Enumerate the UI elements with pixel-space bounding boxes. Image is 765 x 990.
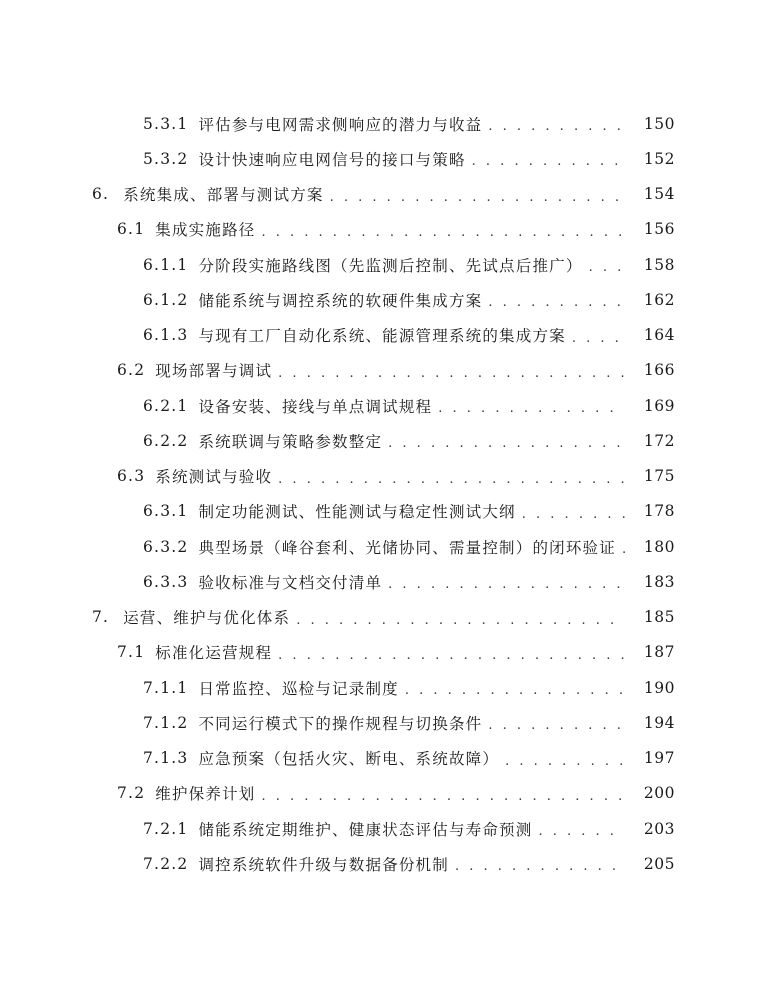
dot-leader (388, 436, 625, 451)
toc-entry-page: 205 (643, 854, 675, 873)
dot-leader (488, 119, 625, 134)
toc-entry[interactable] (0, 141, 765, 176)
toc-entry-title: 现场部署与调试 (155, 362, 273, 381)
toc-entry[interactable] (0, 529, 765, 564)
toc-entry-number: 6.1.3 (143, 326, 189, 345)
table-of-contents (0, 106, 765, 882)
toc-entry[interactable] (0, 318, 765, 353)
toc-entry-title: 典型场景（峰谷套利、光储协同、需量控制）的闭环验证 (198, 538, 616, 557)
dot-leader (538, 824, 625, 839)
toc-entry-page: 162 (643, 290, 675, 309)
toc-entry-title: 调控系统软件升级与数据备份机制 (198, 855, 449, 874)
toc-entry[interactable] (0, 811, 765, 846)
toc-entry-number: 5.3.1 (143, 114, 189, 133)
toc-entry[interactable] (0, 247, 765, 282)
dot-leader (296, 613, 625, 628)
toc-entry-number: 6.1.2 (143, 290, 189, 309)
toc-entry[interactable] (0, 564, 765, 599)
dot-leader (330, 190, 625, 205)
toc-entry-title: 评估参与电网需求侧响应的潜力与收益 (198, 115, 483, 134)
toc-entry-number: 7.1.2 (143, 713, 189, 732)
toc-chapter-entry[interactable] (0, 177, 765, 212)
toc-entry-page: 152 (643, 149, 675, 168)
toc-entry-title: 验收标准与文档交付清单 (198, 573, 383, 592)
toc-entry-number: 7.2.2 (143, 854, 189, 873)
dot-leader (488, 295, 625, 310)
toc-entry-number: 6.2.2 (143, 431, 189, 450)
toc-entry-title: 设备安装、接线与单点调试规程 (198, 397, 433, 416)
toc-entry-title: 设计快速响应电网信号的接口与策略 (198, 150, 466, 169)
toc-entry-page: 154 (643, 185, 675, 204)
toc-entry[interactable] (0, 388, 765, 423)
dot-leader (572, 331, 625, 346)
toc-section-entry[interactable] (0, 635, 765, 670)
toc-entry-page: 183 (643, 572, 675, 591)
toc-entry-number: 7.2.1 (143, 819, 189, 838)
dot-leader (388, 577, 625, 592)
dot-leader (622, 542, 625, 557)
toc-entry-page: 175 (643, 467, 675, 486)
toc-entry-number: 7.1.1 (143, 678, 189, 697)
toc-entry-page: 172 (643, 431, 675, 450)
toc-entry-page: 194 (643, 713, 675, 732)
toc-entry-number: 6.3.3 (143, 572, 189, 591)
dot-leader (472, 154, 625, 169)
toc-entry-title: 维护保养计划 (155, 785, 256, 804)
toc-entry-number: 6.3 (117, 467, 146, 486)
toc-entry-page: 158 (643, 255, 675, 274)
dot-leader (278, 366, 625, 381)
dot-leader (505, 754, 625, 769)
dot-leader (278, 472, 625, 487)
dot-leader (589, 260, 625, 275)
toc-entry[interactable] (0, 846, 765, 881)
toc-entry-page: 156 (643, 220, 675, 239)
toc-entry-title: 储能系统与调控系统的软硬件集成方案 (198, 291, 483, 310)
toc-entry-title: 分阶段实施路线图（先监测后控制、先试点后推广） (198, 256, 583, 275)
dot-leader (522, 507, 625, 522)
dot-leader (438, 401, 625, 416)
toc-entry-number: 7.1.3 (143, 749, 189, 768)
toc-section-entry[interactable] (0, 212, 765, 247)
toc-entry-page: 169 (643, 396, 675, 415)
toc-entry-number: 7. (92, 608, 110, 627)
toc-entry-page: 185 (643, 608, 675, 627)
toc-entry-title: 系统联调与策略参数整定 (198, 432, 383, 451)
toc-entry[interactable] (0, 741, 765, 776)
dot-leader (455, 859, 625, 874)
toc-entry[interactable] (0, 494, 765, 529)
toc-section-entry[interactable] (0, 776, 765, 811)
toc-entry-number: 6.2 (117, 361, 146, 380)
toc-entry-number: 6.1.1 (143, 255, 189, 274)
dot-leader (488, 718, 625, 733)
toc-entry[interactable] (0, 423, 765, 458)
dot-leader (261, 789, 625, 804)
dot-leader (261, 225, 625, 240)
toc-entry[interactable] (0, 106, 765, 141)
toc-entry-title: 系统集成、部署与测试方案 (123, 186, 324, 205)
toc-section-entry[interactable] (0, 459, 765, 494)
toc-entry-title: 应急预案（包括火灾、断电、系统故障） (198, 750, 500, 769)
toc-entry-page: 150 (643, 114, 675, 133)
toc-entry-number: 6.1 (117, 220, 146, 239)
toc-entry-title: 运营、维护与优化体系 (123, 609, 291, 628)
toc-entry[interactable] (0, 282, 765, 317)
toc-entry[interactable] (0, 705, 765, 740)
toc-entry-title: 标准化运营规程 (155, 644, 273, 663)
toc-entry-page: 164 (643, 326, 675, 345)
toc-entry-page: 190 (643, 678, 675, 697)
toc-entry-page: 166 (643, 361, 675, 380)
toc-entry-page: 178 (643, 502, 675, 521)
toc-entry-title: 储能系统定期维护、健康状态评估与寿命预测 (198, 820, 533, 839)
toc-entry-number: 6.2.1 (143, 396, 189, 415)
toc-entry-number: 6.3.1 (143, 502, 189, 521)
toc-entry-title: 系统测试与验收 (155, 468, 273, 487)
toc-entry-title: 集成实施路径 (155, 221, 256, 240)
toc-entry-title: 与现有工厂自动化系统、能源管理系统的集成方案 (198, 327, 566, 346)
toc-entry-page: 197 (643, 749, 675, 768)
dot-leader (278, 648, 625, 663)
toc-entry-title: 不同运行模式下的操作规程与切换条件 (198, 714, 483, 733)
toc-entry-page: 187 (643, 643, 675, 662)
dot-leader (405, 683, 625, 698)
toc-entry-page: 180 (643, 537, 675, 556)
toc-entry-number: 6. (92, 185, 110, 204)
toc-entry-number: 7.2 (117, 784, 146, 803)
toc-entry[interactable] (0, 670, 765, 705)
toc-entry-title: 日常监控、巡检与记录制度 (198, 679, 399, 698)
toc-entry-number: 5.3.2 (143, 149, 189, 168)
toc-entry-page: 203 (643, 819, 675, 838)
toc-entry-number: 6.3.2 (143, 537, 189, 556)
toc-entry-page: 200 (643, 784, 675, 803)
toc-chapter-entry[interactable] (0, 600, 765, 635)
toc-entry-title: 制定功能测试、性能测试与稳定性测试大纲 (198, 503, 516, 522)
toc-section-entry[interactable] (0, 353, 765, 388)
toc-entry-number: 7.1 (117, 643, 146, 662)
